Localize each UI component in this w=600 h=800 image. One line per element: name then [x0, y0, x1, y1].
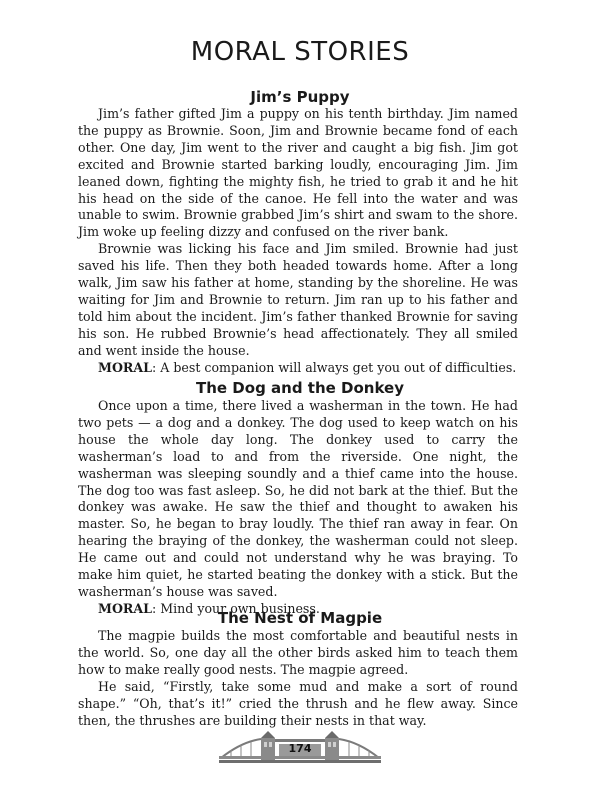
moral-line	[78, 360, 518, 377]
page-number: 174	[288, 742, 312, 755]
story-body-jims-puppy	[78, 106, 518, 377]
story-paragraph: Once upon a time, there lived a washerman in the town. He had two pets — a dog and a donkey. The dog used to keep watch on his house the whole day long. The donkey used to carry the washerman’s load to and from the riverside. One night, the washerman was sleeping soundly and a thief came into the house. The dog too was fast asleep. So, he did not bark at the thief. But the donkey was awake. He saw the thief and thought to awaken his master. So, he began to bray loudly. The thief ran away in fear. On hearing the braying of the donkey, the washerman could not sleep. He came out and could not understand why he was braying. To make him quiet, he started beating the donkey with a stick. But the washerman’s house was saved.	[78, 398, 518, 599]
story-title-nest-of-magpie: The Nest of Magpie	[217, 609, 383, 627]
story-paragraph: He said, “Firstly, take some mud and make a sort of round shape.” “Oh, that’s it!” cried the thrush and he flew away. Since then, the thrushes are building their nests in that way.	[78, 678, 518, 728]
story-paragraph: The magpie builds the most comfortable and beautiful nests in the world. So, one day all the other birds asked him to teach them how to make really good nests. The magpie agreed.	[78, 628, 518, 677]
story-title-dog-and-donkey: The Dog and the Donkey	[196, 379, 404, 397]
story-paragraph: Brownie was licking his face and Jim smiled. Brownie had just saved his life. Then they both headed towards home. After a long walk, Jim saw his father at home, standing by the shoreline. He was waiting for Jim and Brownie to return. Jim ran up to his father and told him about the incident. Jim’s father thanked Brownie for saving his son. He rubbed Brownie’s head affectionately. They all smiled and went inside the house.	[78, 241, 518, 358]
story-paragraph: Jim’s father gifted Jim a puppy on his tenth birthday. Jim named the puppy as Brownie. Soon, Jim and Brownie became fond of each other. One day, Jim went to the river and caught a big fish. Jim got excited and Brownie started barking loudly, encouraging Jim. Jim leaned down, fighting the mighty fish, he tried to grab it and he hit his head on the side of the canoe. He fell into the water and was unable to swim. Brownie grabbed Jim’s shirt and swam to the shore. Jim woke up feeling dizzy and confused on the river bank.	[78, 106, 518, 240]
page-title: MORAL STORIES	[190, 37, 410, 67]
story-body-dog-and-donkey	[78, 398, 518, 618]
page-footer	[219, 730, 381, 766]
moral-label: MORAL	[98, 600, 153, 616]
story-title-jims-puppy: Jim’s Puppy	[250, 88, 350, 106]
moral-text: : A best companion will always get you out of difficulties.	[152, 359, 517, 375]
moral-text: : Mind your own business.	[152, 600, 320, 616]
story-body-nest-of-magpie	[78, 628, 518, 729]
moral-label: MORAL	[98, 359, 153, 375]
